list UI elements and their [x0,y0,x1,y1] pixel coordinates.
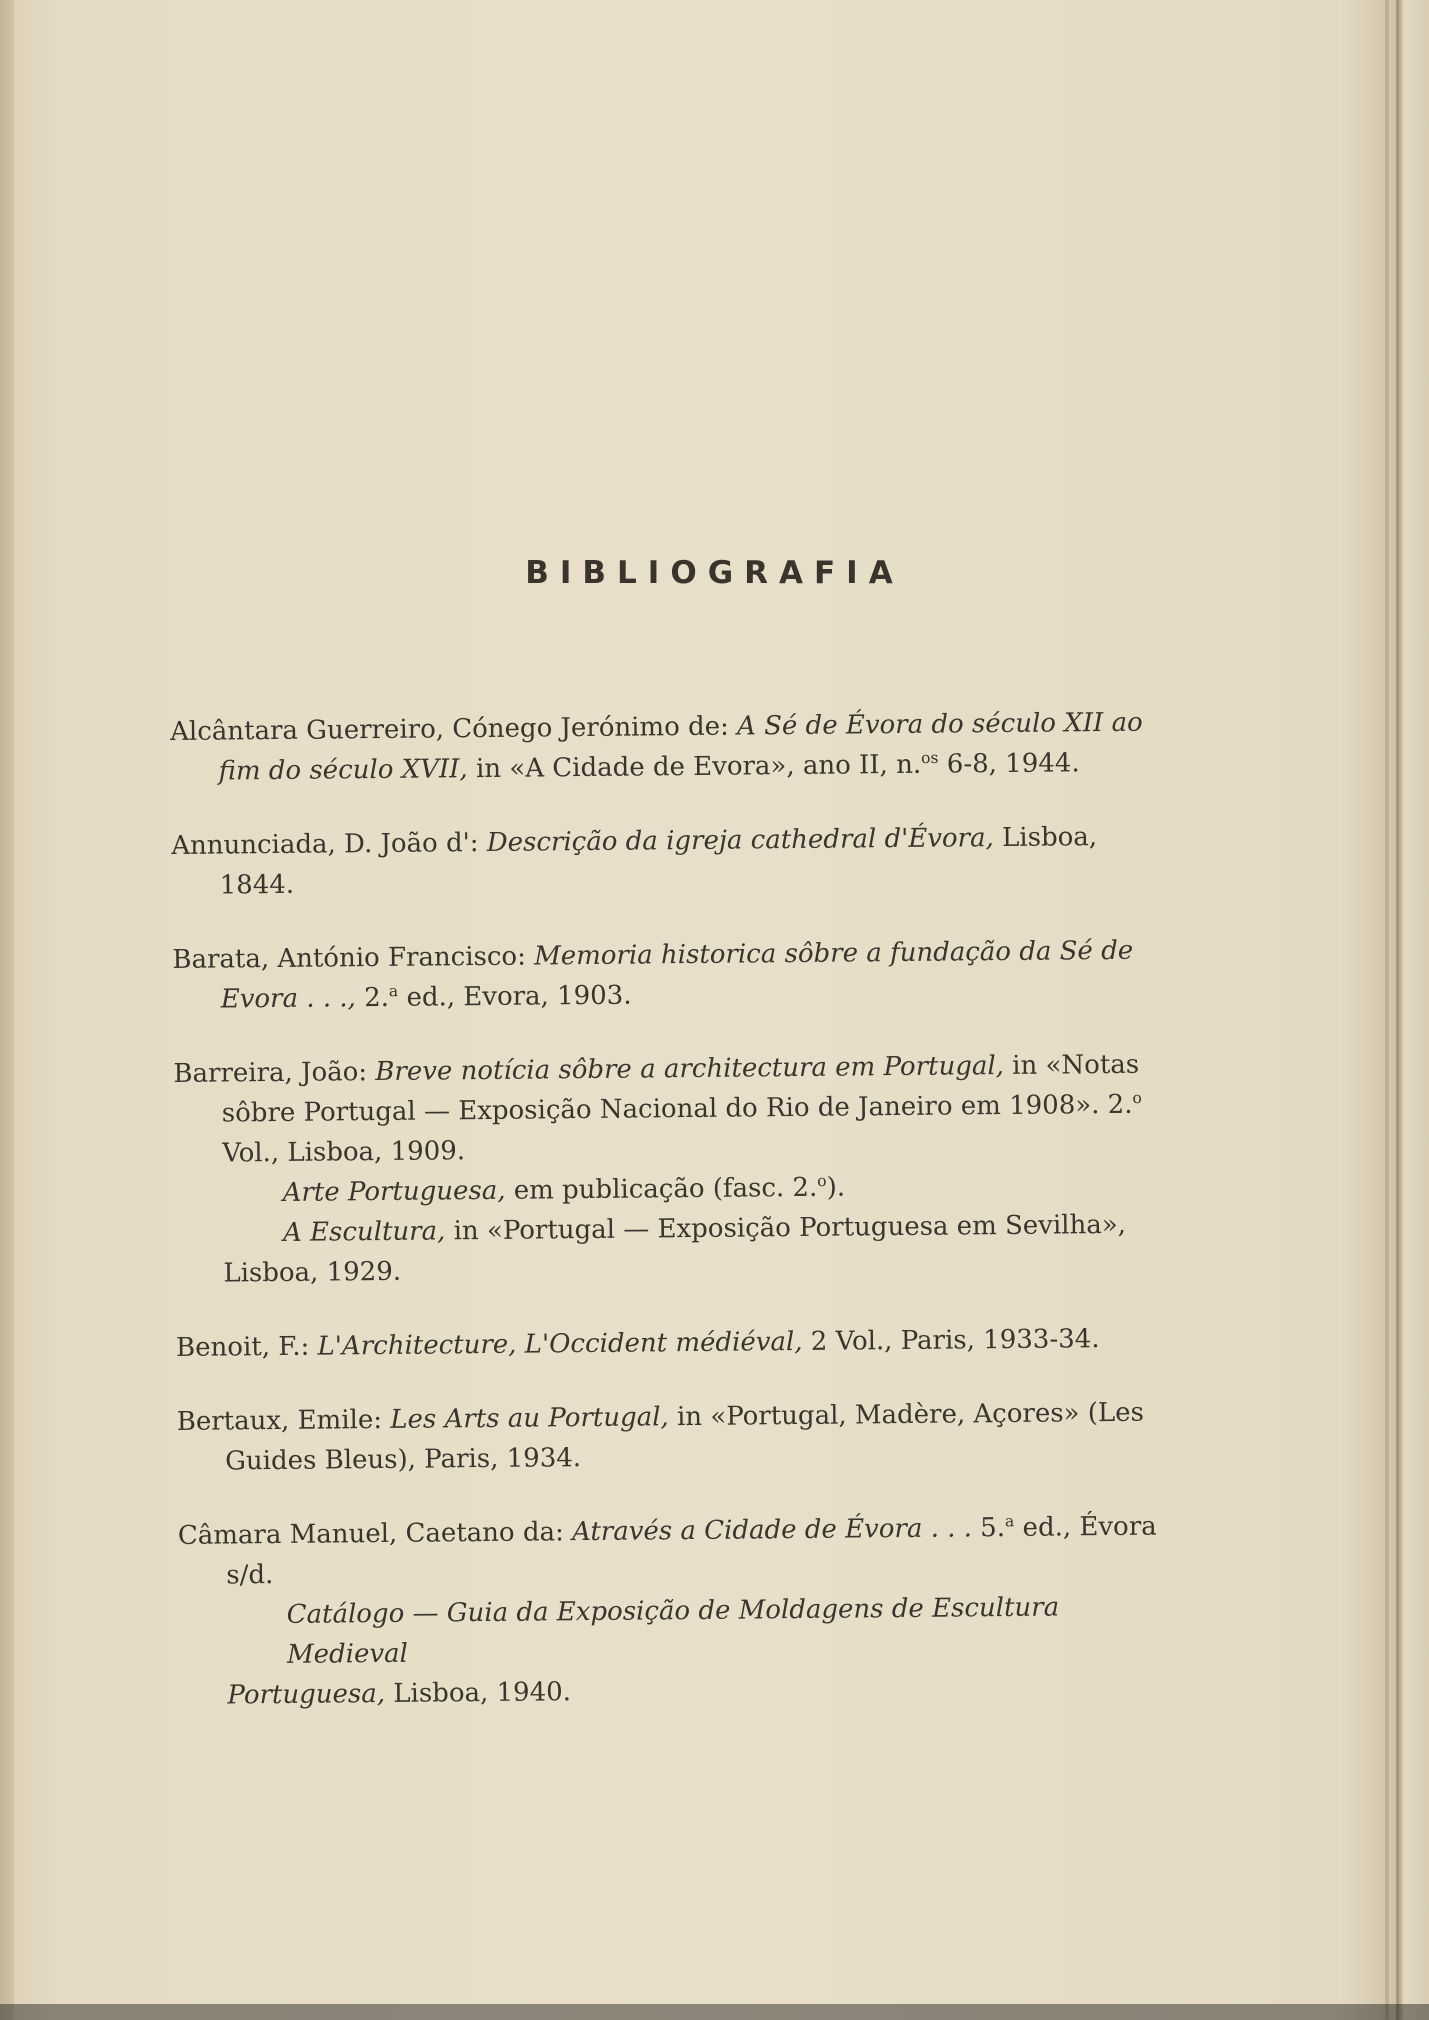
bibliography-entry [173,1044,1175,1294]
entry-details-tail: 6-8, 1944. [938,748,1080,780]
entry-sub-continuation: Lisboa, 1929. [223,1256,402,1289]
bibliography-entry [178,1506,1180,1716]
bibliography-entry [177,1392,1178,1482]
entry-superscript: o [1132,1089,1142,1108]
entry-author: Câmara Manuel, Caetano da: [177,1517,573,1551]
entry-sub-continuation-details: Lisboa, 1940. [384,1677,572,1709]
entry-superscript: os [921,748,939,768]
entry-details: 2 Vol., Paris, 1933-34. [802,1324,1100,1357]
entry-title: A Sé de Évora do século XII ao fim do século XVII, [218,707,1143,787]
entry-sub-continuation [227,1666,1179,1715]
entry-details: in «A Cidade de Evora», ano II, n. [467,749,922,785]
entry-sub-details-tail: ). [826,1172,846,1203]
entry-sub-continuation-title: Portuguesa, [227,1678,386,1711]
entry-sub-title: Arte Portuguesa, [282,1175,506,1208]
page-title: BIBLIOGRAFIA [525,555,904,591]
entry-title: Descrição da igreja cathedral d'Évora, [486,823,994,858]
entry-details-tail: ed., Évora s/d. [226,1511,1157,1591]
entry-author: Barata, António Francisco: [172,941,535,975]
entry-title: Breve notícia sôbre a architectura em Portugal, [375,1051,1005,1088]
entry-title: Memoria historica sôbre a fundação da Sé de Evora . . ., [220,935,1134,1015]
entry-sub-title: Catálogo — Guia da Exposição de Moldagens de Escultura Medieval [286,1592,1060,1670]
entry-sub-title: A Escultura, [282,1216,446,1248]
entry-details-tail: Vol., Lisboa, 1909. [222,1136,466,1169]
bibliography-entry [171,816,1172,906]
bibliography-entry [170,702,1171,792]
entry-sub-details: em publicação (fasc. 2. [505,1172,818,1206]
bibliography-entry [172,930,1173,1020]
entry-title: Les Arts au Portugal, [390,1402,669,1435]
entry-sub-item [223,1204,1176,1293]
entry-details-tail: ed., Evora, 1903. [398,980,632,1013]
entry-details: Lisboa, 1844. [219,822,1098,901]
entry-author: Annunciada, D. João d': [171,827,487,861]
entry-author: Benoit, F.: [175,1331,318,1363]
entry-author: Alcântara Guerreiro, Cónego Jerónimo de: [170,711,738,747]
entry-details: 5. [971,1513,1006,1544]
bibliography-list [170,702,1180,1750]
bibliography-entry [176,1318,1176,1368]
entry-sub-item [226,1586,1179,1715]
entry-superscript: a [388,982,399,1001]
entry-author: Bertaux, Emile: [176,1404,391,1437]
entry-details: in «Notas sôbre Portugal — Exposição Nacional do Rio de Janeiro em 1908». 2. [221,1049,1140,1129]
entry-sub-superscript: o [817,1172,827,1191]
entry-details: 2. [355,982,390,1014]
entry-superscript: a [1004,1512,1015,1531]
entry-title: Através a Cidade de Évora . . . [571,1513,973,1548]
entry-sub-details: in «Portugal — Exposição Portuguesa em Sevilha», [445,1209,1127,1247]
entry-author: Barreira, João: [173,1057,376,1089]
entry-title: L'Architecture, L'Occident médiéval, [317,1326,803,1362]
entry-details: in «Portugal, Madère, Açores» (Les Guides Bleus), Paris, 1934. [225,1397,1145,1477]
